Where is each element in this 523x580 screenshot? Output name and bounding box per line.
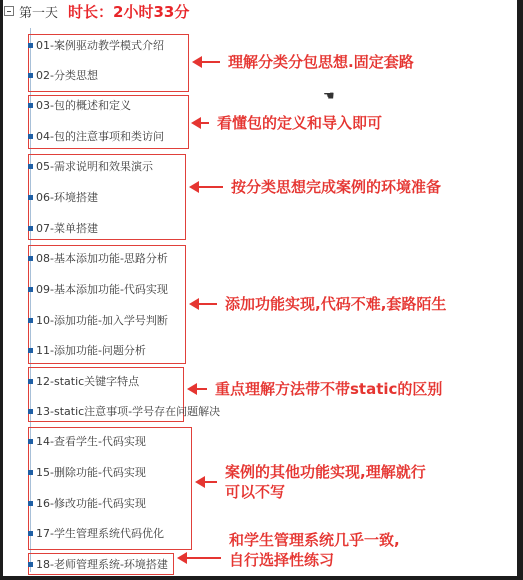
node-dot-icon xyxy=(28,256,33,261)
lesson-label: 15-删除功能-代码实现 xyxy=(36,466,146,479)
lesson-label: 17-学生管理系统代码优化 xyxy=(36,527,164,540)
lesson-item[interactable] xyxy=(28,463,146,481)
left-arrow-icon xyxy=(177,551,221,565)
lesson-label: 13-static注意事项-学号存在问题解决 xyxy=(36,405,221,418)
left-arrow-icon xyxy=(189,180,223,194)
lesson-label: 12-static关键字特点 xyxy=(36,375,140,388)
lesson-label: 05-需求说明和效果演示 xyxy=(36,160,153,173)
left-arrow-icon xyxy=(195,475,217,489)
lesson-label: 01-案例驱动教学模式介绍 xyxy=(36,39,164,52)
node-dot-icon xyxy=(28,103,33,108)
lesson-item[interactable] xyxy=(28,524,164,542)
lesson-item[interactable] xyxy=(28,494,146,512)
node-dot-icon xyxy=(28,409,33,414)
annotation-7 xyxy=(177,530,400,570)
left-arrow-icon xyxy=(189,297,217,311)
lesson-item[interactable] xyxy=(28,188,98,206)
annotation-text-block xyxy=(221,530,400,570)
lesson-item[interactable] xyxy=(28,36,164,54)
annotation-5 xyxy=(187,379,442,399)
node-dot-icon xyxy=(28,43,33,48)
hand-cursor-icon: ☚ xyxy=(323,89,335,104)
duration-label: 时长：2小时33分 xyxy=(68,2,190,21)
lesson-label: 02-分类思想 xyxy=(36,69,98,82)
left-arrow-icon xyxy=(187,382,207,396)
lesson-label: 08-基本添加功能-思路分析 xyxy=(36,252,168,265)
node-dot-icon xyxy=(28,439,33,444)
node-dot-icon xyxy=(28,164,33,169)
node-dot-icon xyxy=(28,501,33,506)
left-arrow-icon xyxy=(191,116,209,130)
node-dot-icon xyxy=(28,226,33,231)
lesson-label: 04-包的注意事项和类访问 xyxy=(36,130,164,143)
lesson-label: 10-添加功能-加入学号判断 xyxy=(36,314,168,327)
lesson-label: 11-添加功能-问题分析 xyxy=(36,344,146,357)
lesson-item[interactable] xyxy=(28,96,131,114)
annotation-text: 添加功能实现,代码不难,套路陌生 xyxy=(225,295,447,313)
node-dot-icon xyxy=(28,348,33,353)
lesson-item[interactable] xyxy=(28,249,168,267)
annotation-1 xyxy=(192,52,414,72)
annotation-text: 案例的其他功能实现,理解就行 xyxy=(225,463,426,481)
annotation-3 xyxy=(189,177,441,197)
lesson-item[interactable] xyxy=(28,311,168,329)
node-dot-icon xyxy=(28,134,33,139)
node-dot-icon xyxy=(28,562,33,567)
node-dot-icon xyxy=(28,531,33,536)
window-frame-right xyxy=(517,0,523,580)
lesson-item[interactable] xyxy=(28,341,146,359)
lesson-item[interactable] xyxy=(28,555,168,573)
node-dot-icon xyxy=(28,195,33,200)
day-header xyxy=(4,0,189,22)
annotation-text: 和学生管理系统几乎一致, xyxy=(229,531,400,549)
node-dot-icon xyxy=(28,73,33,78)
day-title: 第一天 xyxy=(19,5,59,21)
lesson-item[interactable] xyxy=(28,127,164,145)
annotation-text: 看懂包的定义和导入即可 xyxy=(217,114,383,132)
lesson-item[interactable] xyxy=(28,66,98,84)
lesson-label: 07-菜单搭建 xyxy=(36,222,98,235)
lesson-label: 06-环境搭建 xyxy=(36,191,98,204)
annotation-6 xyxy=(195,462,426,502)
node-dot-icon xyxy=(28,318,33,323)
annotation-text: 自行选择性练习 xyxy=(229,551,335,569)
left-arrow-icon xyxy=(192,55,220,69)
lesson-label: 03-包的概述和定义 xyxy=(36,99,131,112)
annotation-text: 可以不写 xyxy=(225,483,286,501)
lesson-item[interactable] xyxy=(28,402,220,420)
lesson-item[interactable] xyxy=(28,157,153,175)
lesson-label: 18-老师管理系统-环境搭建 xyxy=(36,558,168,571)
lesson-label: 09-基本添加功能-代码实现 xyxy=(36,283,168,296)
annotation-4 xyxy=(189,294,446,314)
window-frame-bottom xyxy=(0,576,523,580)
lesson-item[interactable] xyxy=(28,432,146,450)
lesson-label: 14-查看学生-代码实现 xyxy=(36,435,146,448)
node-dot-icon xyxy=(28,287,33,292)
node-dot-icon xyxy=(28,379,33,384)
lesson-label: 16-修改功能-代码实现 xyxy=(36,497,146,510)
annotation-text: 重点理解方法带不带static的区别 xyxy=(215,380,443,398)
annotation-text: 理解分类分包思想.固定套路 xyxy=(228,53,414,71)
annotation-text: 按分类思想完成案例的环境准备 xyxy=(231,178,442,196)
lesson-item[interactable] xyxy=(28,280,168,298)
window-frame-left xyxy=(0,0,3,580)
lesson-item[interactable] xyxy=(28,219,98,237)
node-dot-icon xyxy=(28,470,33,475)
annotation-2 xyxy=(191,113,382,133)
annotation-text-block xyxy=(217,462,426,502)
collapse-icon[interactable] xyxy=(4,6,14,16)
lesson-item[interactable] xyxy=(28,372,139,390)
